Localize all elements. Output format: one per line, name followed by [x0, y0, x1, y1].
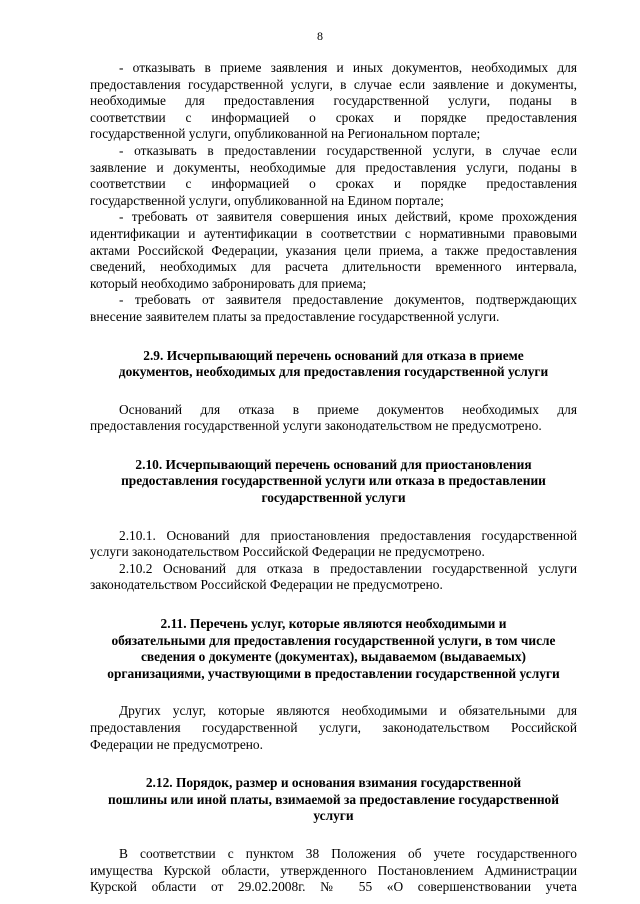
page-number: 8: [317, 29, 323, 43]
heading-line: государственной услуги: [261, 490, 406, 506]
paragraph: [90, 703, 577, 753]
text-line: 2.10.1. Оснований для приостановления предоставления государственной: [119, 527, 577, 543]
text-line: 2.10.2 Оснований для отказа в предоставлении государственной услуги: [119, 560, 577, 576]
paragraph: [90, 561, 577, 594]
section-heading-2-11: [90, 616, 577, 682]
text-line: сведений, необходимых для расчета длительности временного интервала,: [90, 259, 577, 275]
text-line: В соответствии с пунктом 38 Положения об учете государственного: [119, 845, 577, 861]
heading-line: организациями, участвующими в предоставлении государственной услуги: [107, 665, 560, 681]
paragraph: [90, 402, 577, 435]
text-line: Федерации не предусмотрено.: [90, 736, 263, 752]
heading-line: 2.10. Исчерпывающий перечень оснований для приостановления: [135, 456, 532, 472]
paragraph: [90, 528, 577, 561]
list-item: [90, 209, 577, 292]
heading-line: предоставления государственной услуги или отказа в предоставлении: [121, 473, 546, 489]
heading-line: обязательными для предоставления государственной услуги, в том числе: [111, 632, 556, 648]
list-item: [90, 143, 577, 209]
text-line: Курской области от 29.02.2008г. № 55 «О совершенствовании учета: [90, 879, 577, 895]
text-line: имущества Курской области, утвержденного Постановлением Администрации: [90, 862, 577, 878]
heading-line: пошлины или иной платы, взимаемой за предоставление государственной: [108, 791, 559, 807]
heading-line: сведения о документе (документах), выдаваемом (выдаваемых): [140, 649, 527, 665]
list-item: [90, 292, 577, 325]
text-line: законодательством Российской Федерации не предусмотрено.: [90, 577, 443, 593]
text-line: Других услуг, которые являются необходимыми и обязательными для: [119, 703, 577, 719]
text-line: - требовать от заявителя совершения иных действий, кроме прохождения: [119, 209, 577, 225]
text-line: необходимые для предоставления государственной услуги, поданы в: [90, 93, 577, 109]
paragraph: [90, 846, 577, 896]
heading-line: 2.12. Порядок, размер и основания взимания государственной: [145, 775, 522, 791]
text-line: соответствии с информацией о сроках и порядке предоставления: [90, 176, 577, 192]
text-line: предоставления государственной услуги, законодательством Российской: [90, 720, 577, 735]
document-body: [90, 60, 577, 896]
text-line: услуги законодательством Российской Федерации не предусмотрено.: [90, 544, 485, 560]
text-line: предоставления государственной услуги, в случае если заявление и документы,: [90, 76, 577, 92]
heading-line: 2.11. Перечень услуг, которые являются необходимыми и: [160, 616, 507, 632]
text-line: государственной услуги, опубликованной на Региональном портале;: [90, 126, 481, 142]
heading-line: услуги: [313, 808, 354, 824]
section-heading-2-10: [90, 457, 577, 507]
text-line: соответствии с информацией о сроках и порядке предоставления: [90, 109, 577, 125]
text-line: - требовать от заявителя предоставление документов, подтверждающих: [119, 292, 577, 308]
text-line: актами Российской Федерации, указания цели приема, а также предоставления: [90, 242, 577, 258]
text-line: идентификации и аутентификации в соответствии с нормативными правовыми: [90, 225, 577, 241]
section-heading-2-12: [90, 775, 577, 825]
section-heading-2-9: [90, 348, 577, 381]
heading-line: документов, необходимых для предоставления государственной услуги: [118, 364, 549, 380]
text-line: который необходимо забронировать для приема;: [90, 275, 367, 291]
text-line: Оснований для отказа в приеме документов необходимых для: [119, 401, 577, 417]
heading-line: 2.9. Исчерпывающий перечень оснований для отказа в приеме: [143, 347, 524, 363]
text-line: внесение заявителем платы за предоставление государственной услуги.: [90, 308, 500, 324]
text-line: заявление и документы, необходимые для предоставления услуги, поданы в: [90, 159, 577, 175]
list-item: [90, 60, 577, 143]
text-line: - отказывать в предоставлении государственной услуги, в случае если: [119, 142, 577, 158]
text-line: государственной услуги, опубликованной на Едином портале;: [90, 192, 444, 208]
text-line: - отказывать в приеме заявления и иных документов, необходимых для: [119, 60, 577, 75]
text-line: предоставления государственной услуги законодательством не предусмотрено.: [90, 418, 542, 434]
